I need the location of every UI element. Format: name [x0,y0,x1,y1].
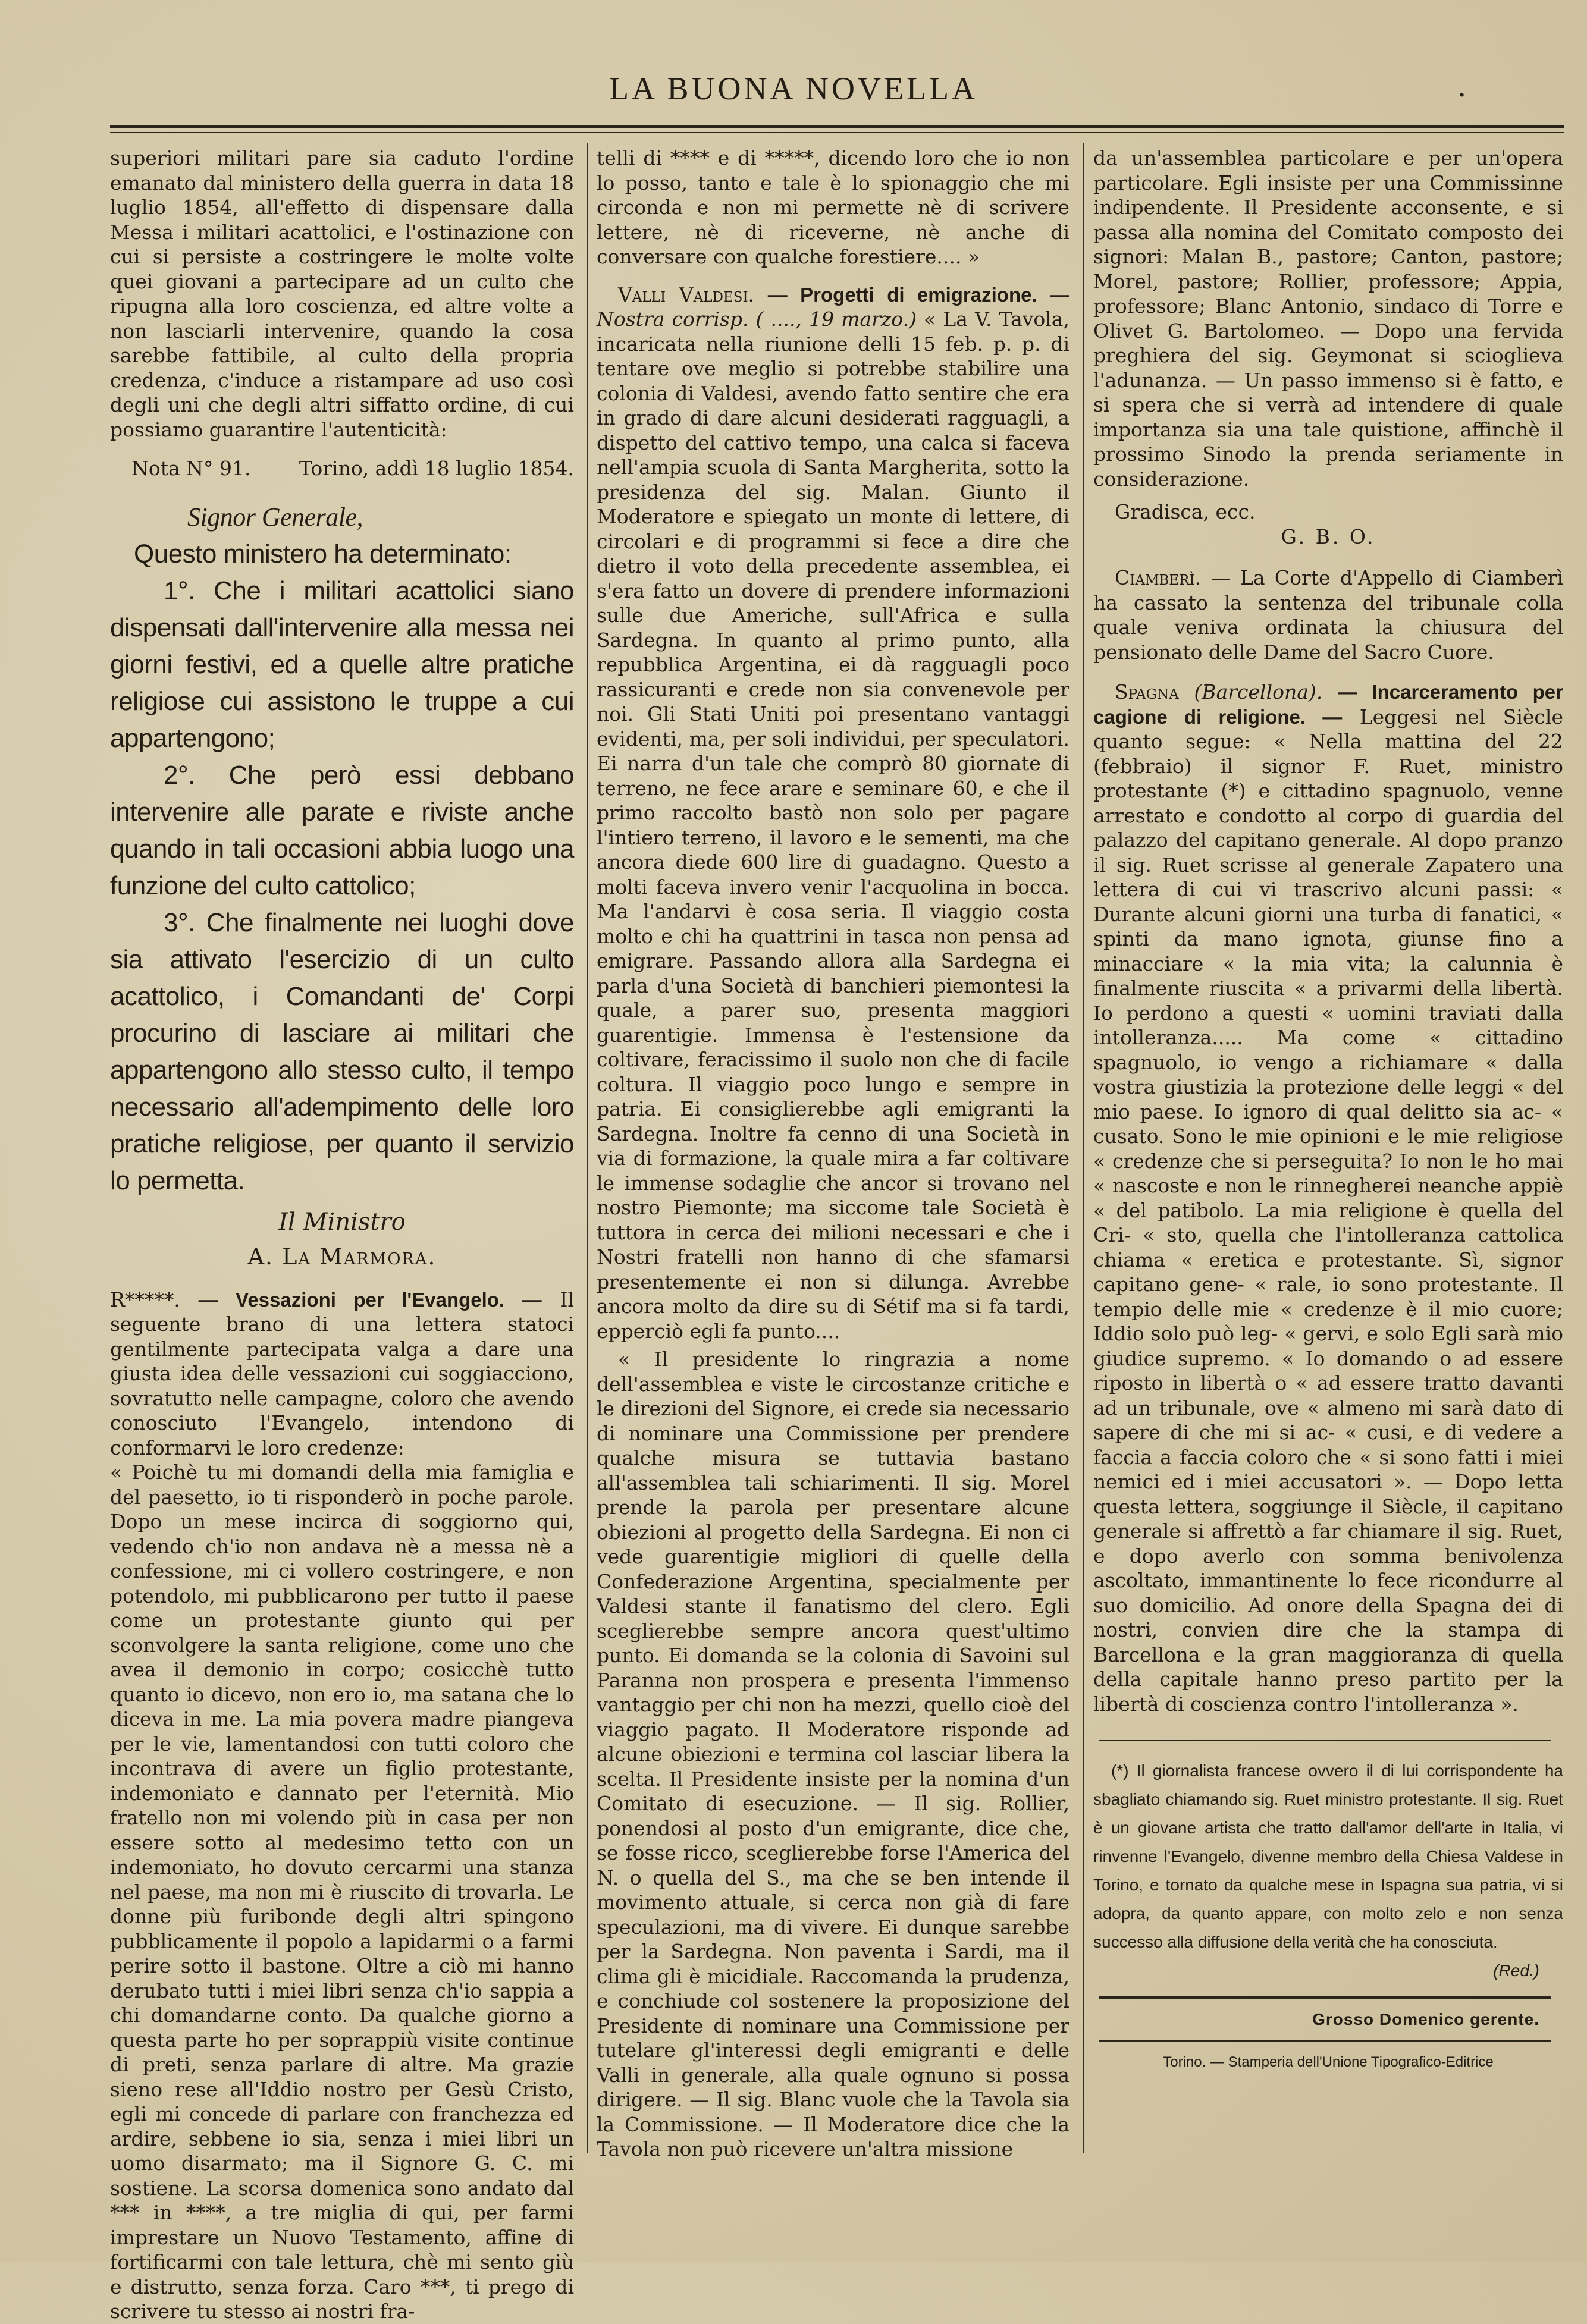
article-place: Valli Valdesi. [618,282,755,306]
nota-line [131,456,574,481]
column-3 [1093,146,1563,2083]
column-divider-1 [586,143,588,2153]
decree-item-3: 3°. Che finalmente nei luoghi dove sia attivato l'esercizio di un culto acattolico, i Comandanti de' Corpi procurino di lasciare ai militari che appartengono allo stesso culto, il tempo necessario all'adempimento delle loro pratiche religiose, per quanto il servizio lo permetta. [110,907,574,1195]
article-lead: Nostra corrisp. ( ...., 19 marzo.) [597,307,917,331]
masthead-title: LA BUONA NOVELLA [609,71,978,106]
footnote-rule [1099,1740,1551,1741]
closing-line: Gradisca, ecc. [1115,500,1256,523]
author-initials: G. B. O. [1281,525,1376,548]
nota-number: Nota N° 91. [131,457,251,480]
masthead-mark: . [1457,70,1467,103]
article-ciamberi [1093,566,1563,664]
decree-item-2: 2°. Che però essi debbano intervenire alle parate e riviste anche quando in tali occasioni abbia luogo una funzione del culto cattolico; [110,760,574,900]
footnote: (*) Il giornalista francese ovvero il di lui corrispondente ha sbagliato chiamando sig. Ruet ministro protestante. Il sig. Ruet è un giovane artista che tratto dall'amor dell'arte in Italia, vi rinvenne l'Evangelo, divenne membro della Chiesa Valdese in Torino, e tornato da qualche mese in Ispagna sua patria, vi si adopra, da quanto appare, con molto zelo e non senza successo alla diffusione della verità che ha conosciuta. [1093,1761,1563,1951]
decree-item-1: 1°. Che i militari acattolici siano dispensati dall'intervenire alla messa nei giorni festivi, ed a quelle altre pratiche religiose cui assistono le truppe a cui appartengono; [110,576,574,753]
intro-paragraph: superiori militari pare sia caduto l'ordine emanato dal ministero della guerra in data 18 luglio 1854, all'effetto di dispensare dalla Messa i militari acattolici, e l'ostinazione con cui si persiste a costringere le molte volte quei giovani a partecipare ad un culto che ripugna alla loro coscienza, ed altre volte a non lasciarli intervenire, quando la cosa sarebbe fattibile, al culto della propria credenza, c'induce a ristampare ad uso così degli uni che degli altri siffatto ordine, di cui possiamo guarantire l'autenticità: [110,146,574,441]
article-body: Leggesi nel Siècle quanto segue: « Nella mattina del 22 (febbraio) il signor F. Ruet, ministro protestante (*) e cittadino spagnuolo, venne arrestato e condotto al corpo di guardia del palazzo del capitano generale. Al dopo pranzo il sig. Ruet scrisse al generale Zapatero una lettera di cui vi trascrivo alcuni passi: « Durante alcuni giorni una turba di fanatici, « spinti da mano ignota, giunse fino a minacciare « la mia vita; la calunnia è finalmente riuscita « a privarmi della libertà. Io perdono a questi « uomini traviati dalla intolleranza..... Ma come « cittadino spagnuolo, io vengo a richiamare « dalla vostra giustizia la protezione delle leggi « del mio paese. Io ignoro di qual delitto sia ac- « cusato. Sono le mie opinioni e le mie religiose « credenze che si perseguita? Io non le ho mai « nascoste e non le rinnegherei neanche appiè « del patibolo. La mia religione è quella del Cri- « sto, quella che l'intolleranza cattolica chiama « eretica e protestante. Sì, signor capitano gene- « rale, io sono protestante. Il tempio delle mie « credenze è il mio cuore; Iddio solo può leg- « gervi, e solo Egli sarà mio giudice supremo. « Io domando o ad essere riposto in libertà o « ad essere tratto davanti ad un tribunale, ove « almeno mi sarà dato di sapere di che mi si ac- « cusi, e di vedere a faccia a faccia coloro che « si sono fatti i miei nemici ed i miei accusatori ». — Dopo letta questa lettera, soggiunge il Siècle, il capitano generale si affrettò a far chiamare il sig. Ruet, e dopo averlo con somma benivolenza ascoltato, immantinente lo fece ricondurre al suo domicilio. Ad onore della Spagna dei di nostri, convien dire che la stampa di Barcellona e la gran maggioranza di quella della capitale hanno preso partito per la libertà di coscienza contro l'intolleranza ». [1093,705,1563,1716]
article-heading: — Progetti di emigrazione. — [767,283,1070,306]
letter-text: « Poichè tu mi domandi della mia famiglia e del paesetto, io ti risponderò in poche parole. Dopo un mese incirca di soggiorno qui, vedendo ch'io non andava nè a messa nè a confessione, mi ci vollero costringere, e non potendolo, mi pubblicarono per tutto il paese come un protestante giunto qui per sconvolgere la santa religione, come uno che avea il demonio in corpo; cosicchè tutto quanto io dicevo, non ero io, ma satana che lo diceva in me. La mia povera madre piangeva per le vie, lamentandosi con tutti coloro che incontrava di avere un figlio protestante, indemoniato e dannato per l'eternità. Mio fratello non mi volendo più in casa per non essere sotto al medesimo tetto con un indemoniato, ho dovuto cercarmi una stanza nel paese, ma non mi è riuscito di trovarla. Le donne più furibonde degli altri spingono pubblicamente il popolo a lapidarmi o a farmi perire sotto il bastone. Oltre a ciò mi hanno derubato tutti i miei libri senza ch'io sappia a chi domandarne conto. Da qualche giorno a questa parte ho per soprappiù visite continue di preti, senza parlare di altre. Ma grazie sieno rese all'Iddio nostro per Gesù Cristo, egli mi concede di parlare con franchezza ed ardire, sebbene io sia, senza i miei libri un uomo disarmato; ma il Signore G. C. mi sostiene. La scorsa domenica sono andato dal *** in ****, a tre miglia di qui, per farmi imprestare un Nuovo Testamento, affine di fortificarmi con tale lettura, chè mi sento giù e distrutto, senza forza. Caro ***, ti prego di scrivere tu stesso ai nostri fra- [110,1461,574,2323]
article-vessazioni [110,1287,574,1461]
letter-continuation: telli di **** e di *****, dicendo loro che io non lo posso, tanto e tale è lo spionaggio che mi circonda e non mi permette nè di scrivere lettere, nè di riceverne, nè anche di conversare con qualche forestiere.... » [597,146,1070,268]
column-divider-2 [1083,143,1084,2153]
article-heading: — Incarceramento per cagione di religione. — [1093,681,1563,728]
column-2 [597,146,1070,2162]
printer-line: Torino. — Stamperia dell'Unione Tipografico-Editrice [1163,2054,1494,2070]
article-place: Ciamberì. [1115,566,1202,589]
nota-date: Torino, addì 18 luglio 1854. [299,457,574,480]
footnote-signature: (Red.) [1493,1961,1539,1980]
signoff-name: A. La Marmora. [247,1243,437,1270]
article-spagna [1093,680,1563,1716]
article-body-2: « Il presidente lo ringrazia a nome dell'assemblea e viste le circostanze critiche e le direzioni del Signore, ei crede sia necessario di nominare una Commissione per prendere qualche misura se tuttavia bastano all'assemblea tali schiarimenti. Il sig. Morel prende la parola per presentare alcune obiezioni al progetto della Sardegna. Ei non ci vede guarentigie migliori di quelle della Confederazione Argentina, specialmente per Valdesi stante il fanatismo del clero. Egli sceglierebbe sempre ancora quest'ultimo punto. Ei domanda se la colonia di Savoini sul Paranna non prospera e presenta l'immenso vantaggio per chi non ha mezzi, quello cioè del viaggio pagato. Il Moderatore risponde ad alcune obiezioni e termina col lasciar libera la scelta. Il Presidente insiste per la nomina d'un Comitato di esecuzione. — Il sig. Rollier, ponendosi al posto d'un emigrante, dice che, se fosse ricco, sceglierebbe forse l'America del N. o quella del S., ma che se ben intende il movimento attuale, si cerca non già di fare speculazioni, ma di vivere. Ei dunque sarebbe per la Sardegna. Non paventa i Sardi, ma il clima gli è micidiale. Raccomanda la prudenza, e conchiude col sostenere la proposizione del Presidente di nominare una Commissione per tutelare gl'interessi degli emigranti e delle Valli in generale, alla quale ognuno si possa dirigere. — Il sig. Blanc vuole che la Tavola sia la Commissione. — Il Moderatore dice che la Tavola non può ricevere un'altra missione [597,1348,1070,2160]
decree-opening: Questo ministero ha determinato: [134,539,512,569]
article-continuation: da un'assemblea particolare e per un'opera particolare. Egli insiste per una Commissinne indipendente. Il Presidente acconsente, e si passa alla nomina del Comitato composto dei signori: Malan B., pastore; Canton, pastore; Morel, pastore; Rollier, professore; Appia, professore; Blanc Antonio, sindaco di Torre e Olivet G. Bartolomeo. — Dopo una fervida preghiera del sig. Geymonat si scioglieva l'adunanza. — Un passo immenso si è fatto, e si spera che si verrà ad intendere di quale importanza sia una tale quistione, affinchè il prossimo Sinodo la prenda seriamente in considerazione. [1093,146,1563,491]
article-body: — La Corte d'Appello di Ciamberì ha cassato la sentenza del tribunale colla quale veniva ordinata la chiusura del pensionato delle Dame del Sacro Cuore. [1093,566,1563,664]
article-place: Spagna [1115,680,1179,704]
article-body: « La V. Tavola, incaricata nella riunione delli 15 feb. p. p. di tentare ove meglio si potrebbe stabilire una colonia di Valdesi, avendo fatto sentire che era in grado di dare alcuni desiderati ragguagli, a dispetto del cattivo tempo, una calca si faceva nell'ampia scuola di Santa Margherita, sotto la presidenza del sig. Malan. Giunto il Moderatore e spiegato un monte di lettere, di circolari e di programmi si fece a dire che dietro il voto della precedente assemblea, ei s'era fatto un dovere di prendere informazioni sulle due Americhe, sull'Africa e sulla Sardegna. In quanto al primo punto, alla repubblica Argentina, ei dà ragguagli poco rassicuranti e crede non sia convenevole per noi. Gli Stati Uniti poi presentano vantaggi evidenti, ma, per soli individui, per speculatori. Ei narra d'un tale che comprò 80 giornate di terreno, ne fece arare e seminare 60, e che il primo raccolto bastò non solo per pagare l'intiero terreno, il lavoro e le sementi, ma che ancora diede 600 lire di guadagno. Questo a molti faceva invero venir l'acquolina in bocca. Ma l'andarvi è cosa seria. Il viaggio costa molto e chi ha quattrini in tasca non pensa ad emigrare. Passando allora alla Sardegna ei parla d'una Società di banchieri piemontesi la quale, a parer suo, presenta maggiori guarentigie. Immensa è l'estensione da coltivare, feracissimo il suolo non che di facile coltura. Il viaggio poco lungo e sempre in patria. Ei consiglierebbe agli emigranti la Sardegna. Inoltre fa cenno di una Società in via di formazione, la quale mira a far coltivare le immense sodaglie che ancor si trovano nel nostro Piemonte; ma siccome tale Società è tuttora in cerca dei milioni necessari e che i Nostri fratelli non hanno di che sfamarsi presentemente ei non si dilunga. Avrebbe ancora molto da dire su di Sétif ma si fa tardi, epperciò egli fa punto.... [597,307,1070,1343]
article-heading: — Vessazioni per l'Evangelo. — [198,1288,542,1311]
salutation: Signor Generale, [187,502,363,532]
article-valli [597,282,1070,1344]
column-1 [110,146,574,2324]
article-place: R*****. [110,1287,180,1311]
signoff-title: Il Ministro [278,1208,406,1236]
article-body: Il seguente brano di una lettera statoci gentilmente partecipata valga a dare una giusta idea delle vessazioni cui soggiacciono, sovratutto nelle campagne, coloro che avendo conosciuto l'Evangelo, intendono di conformarvi le loro credenze: [110,1287,574,1459]
gerente-line: Grosso Domenico gerente. [1312,2010,1539,2028]
article-city: (Barcellona). [1194,680,1323,704]
header-rule-thick [110,125,1564,128]
header-rule-thin [110,132,1564,133]
